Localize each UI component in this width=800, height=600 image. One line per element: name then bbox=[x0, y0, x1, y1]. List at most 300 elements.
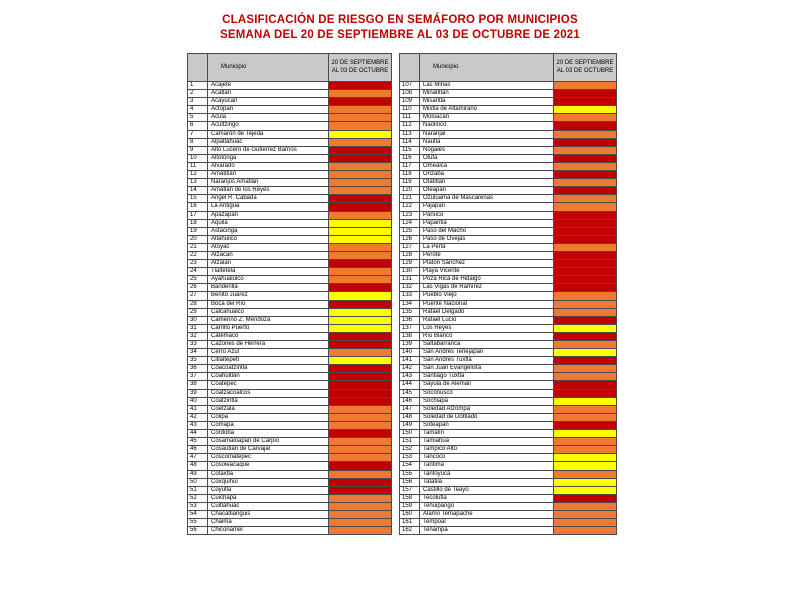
table-row bbox=[400, 413, 617, 421]
row-municipio: Alvarado bbox=[208, 162, 329, 170]
risk-indicator-orange bbox=[329, 421, 392, 429]
table-row bbox=[188, 195, 392, 203]
table-row bbox=[188, 138, 392, 146]
row-municipio: Amatlán de los Reyes bbox=[208, 187, 329, 195]
table-row bbox=[400, 316, 617, 324]
row-number: 159 bbox=[400, 502, 420, 510]
row-municipio: Córdoba bbox=[208, 430, 329, 438]
row-municipio: Nautla bbox=[420, 138, 554, 146]
row-municipio: Naolinco bbox=[420, 122, 554, 130]
table-row bbox=[400, 430, 617, 438]
row-number: 125 bbox=[400, 227, 420, 235]
row-number: 120 bbox=[400, 187, 420, 195]
table-row bbox=[400, 268, 617, 276]
row-municipio: Carrillo Puerto bbox=[208, 324, 329, 332]
table-row bbox=[188, 357, 392, 365]
row-municipio: Pueblo Viejo bbox=[420, 292, 554, 300]
table-row bbox=[188, 219, 392, 227]
row-number: 113 bbox=[400, 130, 420, 138]
row-number: 137 bbox=[400, 324, 420, 332]
risk-indicator-red bbox=[329, 98, 392, 106]
risk-indicator-orange bbox=[329, 122, 392, 130]
row-municipio: Platón Sánchez bbox=[420, 260, 554, 268]
row-municipio: Tantima bbox=[420, 462, 554, 470]
table-row bbox=[400, 510, 617, 518]
row-number: 32 bbox=[188, 332, 208, 340]
row-municipio: Moloacán bbox=[420, 114, 554, 122]
table-row bbox=[400, 381, 617, 389]
row-municipio: Altotonga bbox=[208, 154, 329, 162]
risk-indicator-red bbox=[554, 251, 617, 259]
row-number: 31 bbox=[188, 324, 208, 332]
row-municipio: Cosautlán de Carvajal bbox=[208, 446, 329, 454]
row-number: 154 bbox=[400, 462, 420, 470]
risk-indicator-orange bbox=[329, 162, 392, 170]
row-municipio: Chalma bbox=[208, 519, 329, 527]
row-municipio: Calcahualco bbox=[208, 308, 329, 316]
row-municipio: Orizaba bbox=[420, 171, 554, 179]
risk-table-left bbox=[187, 53, 392, 535]
table-row bbox=[400, 260, 617, 268]
risk-indicator-yellow bbox=[554, 430, 617, 438]
risk-indicator-orange bbox=[329, 413, 392, 421]
row-number: 6 bbox=[188, 122, 208, 130]
row-number: 118 bbox=[400, 171, 420, 179]
table-row bbox=[400, 227, 617, 235]
risk-indicator-orange bbox=[554, 510, 617, 518]
row-municipio: Coatepec bbox=[208, 381, 329, 389]
table-row bbox=[188, 389, 392, 397]
risk-indicator-orange bbox=[554, 341, 617, 349]
row-number: 19 bbox=[188, 227, 208, 235]
risk-indicator-orange bbox=[329, 90, 392, 98]
row-municipio: Poza Rica de Hidalgo bbox=[420, 276, 554, 284]
risk-indicator-red bbox=[554, 357, 617, 365]
row-municipio: Catemaco bbox=[208, 332, 329, 340]
risk-indicator-yellow bbox=[554, 462, 617, 470]
risk-indicator-orange bbox=[329, 251, 392, 259]
risk-indicator-orange bbox=[329, 171, 392, 179]
risk-indicator-red bbox=[329, 397, 392, 405]
risk-indicator-orange bbox=[329, 268, 392, 276]
row-municipio: Los Reyes bbox=[420, 324, 554, 332]
row-number: 50 bbox=[188, 478, 208, 486]
table-row bbox=[400, 276, 617, 284]
row-municipio: Atlahuilco bbox=[208, 235, 329, 243]
table-row bbox=[400, 324, 617, 332]
row-municipio: Coetzala bbox=[208, 405, 329, 413]
row-municipio: Santiago Tuxtla bbox=[420, 373, 554, 381]
row-number: 161 bbox=[400, 519, 420, 527]
row-number: 40 bbox=[188, 397, 208, 405]
row-municipio: San Andrés Tenejapan bbox=[420, 349, 554, 357]
row-number: 49 bbox=[188, 470, 208, 478]
table-row bbox=[188, 446, 392, 454]
row-number: 11 bbox=[188, 162, 208, 170]
risk-indicator-red bbox=[329, 389, 392, 397]
table-row bbox=[188, 405, 392, 413]
risk-indicator-red bbox=[554, 389, 617, 397]
row-municipio: Camerino Z. Mendoza bbox=[208, 316, 329, 324]
row-municipio: Camarón de Tejeda bbox=[208, 130, 329, 138]
table-row bbox=[400, 478, 617, 486]
risk-indicator-orange bbox=[554, 446, 617, 454]
row-number: 145 bbox=[400, 389, 420, 397]
risk-indicator-orange bbox=[329, 527, 392, 535]
row-municipio: Naranjal bbox=[420, 130, 554, 138]
row-number: 162 bbox=[400, 527, 420, 535]
risk-indicator-yellow bbox=[554, 349, 617, 357]
table-row bbox=[188, 171, 392, 179]
row-municipio: Atzacan bbox=[208, 251, 329, 259]
row-municipio: Soconusco bbox=[420, 389, 554, 397]
header-number bbox=[188, 54, 208, 82]
risk-indicator-yellow bbox=[329, 130, 392, 138]
risk-indicator-red bbox=[329, 430, 392, 438]
table-row bbox=[400, 187, 617, 195]
row-number: 55 bbox=[188, 519, 208, 527]
row-municipio: Ayahualulco bbox=[208, 276, 329, 284]
row-municipio: Río Blanco bbox=[420, 332, 554, 340]
row-number: 18 bbox=[188, 219, 208, 227]
table-row bbox=[188, 251, 392, 259]
row-municipio: Aquila bbox=[208, 219, 329, 227]
row-number: 126 bbox=[400, 235, 420, 243]
row-number: 1 bbox=[188, 82, 208, 90]
risk-indicator-orange bbox=[554, 162, 617, 170]
row-municipio: Tlaltetela bbox=[208, 268, 329, 276]
table-row bbox=[400, 179, 617, 187]
row-municipio: Coatzintla bbox=[208, 397, 329, 405]
row-number: 15 bbox=[188, 195, 208, 203]
row-municipio: Cuitláhuac bbox=[208, 502, 329, 510]
table-row bbox=[188, 114, 392, 122]
row-municipio: Tancoco bbox=[420, 454, 554, 462]
table-row bbox=[188, 438, 392, 446]
row-municipio: Tempoal bbox=[420, 519, 554, 527]
risk-indicator-red bbox=[329, 284, 392, 292]
table-row bbox=[188, 365, 392, 373]
row-number: 147 bbox=[400, 405, 420, 413]
risk-indicator-orange bbox=[554, 130, 617, 138]
row-municipio: Tampico Alto bbox=[420, 446, 554, 454]
row-municipio: Tamalín bbox=[420, 430, 554, 438]
risk-indicator-orange bbox=[329, 138, 392, 146]
table-row bbox=[188, 154, 392, 162]
row-number: 20 bbox=[188, 235, 208, 243]
risk-indicator-yellow bbox=[554, 454, 617, 462]
risk-indicator-red bbox=[329, 373, 392, 381]
table-row bbox=[400, 98, 617, 106]
row-number: 122 bbox=[400, 203, 420, 211]
table-row bbox=[188, 292, 392, 300]
table-row bbox=[188, 502, 392, 510]
row-number: 123 bbox=[400, 211, 420, 219]
row-number: 144 bbox=[400, 381, 420, 389]
risk-indicator-orange bbox=[329, 349, 392, 357]
header-period: 20 DE SEPTIEMBRE AL 03 DE OCTUBRE bbox=[554, 54, 617, 82]
row-municipio: Paso de Ovejas bbox=[420, 235, 554, 243]
risk-indicator-orange bbox=[554, 413, 617, 421]
table-row bbox=[188, 284, 392, 292]
row-municipio: Castillo de Teayo bbox=[420, 486, 554, 494]
table-row bbox=[400, 462, 617, 470]
table-row bbox=[400, 138, 617, 146]
row-number: 121 bbox=[400, 195, 420, 203]
table-header-row bbox=[188, 54, 392, 82]
row-municipio: Papantla bbox=[420, 219, 554, 227]
table-row bbox=[188, 486, 392, 494]
row-number: 108 bbox=[400, 90, 420, 98]
row-number: 33 bbox=[188, 341, 208, 349]
row-municipio: Sochiapa bbox=[420, 397, 554, 405]
row-number: 149 bbox=[400, 421, 420, 429]
row-municipio: Acultzingo bbox=[208, 122, 329, 130]
row-number: 140 bbox=[400, 349, 420, 357]
row-number: 54 bbox=[188, 510, 208, 518]
table-row bbox=[188, 243, 392, 251]
row-municipio: San Juan Evangelista bbox=[420, 365, 554, 373]
risk-indicator-orange bbox=[554, 365, 617, 373]
row-number: 34 bbox=[188, 349, 208, 357]
row-number: 119 bbox=[400, 179, 420, 187]
row-number: 133 bbox=[400, 292, 420, 300]
table-row bbox=[400, 397, 617, 405]
table-row bbox=[400, 308, 617, 316]
row-number: 146 bbox=[400, 397, 420, 405]
risk-indicator-yellow bbox=[329, 292, 392, 300]
table-row bbox=[188, 341, 392, 349]
row-municipio: La Perla bbox=[420, 243, 554, 251]
table-row bbox=[400, 114, 617, 122]
row-number: 139 bbox=[400, 341, 420, 349]
table-row bbox=[188, 162, 392, 170]
row-number: 107 bbox=[400, 82, 420, 90]
risk-indicator-orange bbox=[329, 276, 392, 284]
row-municipio: Alto Lucero de Gutiérrez Barrios bbox=[208, 146, 329, 154]
row-number: 156 bbox=[400, 478, 420, 486]
row-municipio: Acula bbox=[208, 114, 329, 122]
risk-indicator-orange bbox=[329, 179, 392, 187]
row-number: 7 bbox=[188, 130, 208, 138]
table-row bbox=[188, 98, 392, 106]
table-row bbox=[400, 502, 617, 510]
row-number: 37 bbox=[188, 373, 208, 381]
document-title: CLASIFICACIÓN DE RIESGO EN SEMÁFORO POR MUNICIPIOS bbox=[222, 14, 578, 26]
table-row bbox=[400, 486, 617, 494]
header-municipio: Municipio bbox=[208, 54, 329, 82]
row-number: 151 bbox=[400, 438, 420, 446]
table-row bbox=[400, 235, 617, 243]
table-header-row bbox=[400, 54, 617, 82]
risk-indicator-yellow bbox=[329, 227, 392, 235]
risk-indicator-orange bbox=[554, 502, 617, 510]
risk-indicator-orange bbox=[554, 527, 617, 535]
table-row bbox=[188, 146, 392, 154]
risk-indicator-red bbox=[329, 300, 392, 308]
table-row bbox=[400, 203, 617, 211]
row-number: 5 bbox=[188, 114, 208, 122]
risk-indicator-yellow bbox=[329, 357, 392, 365]
row-number: 138 bbox=[400, 332, 420, 340]
risk-indicator-red bbox=[329, 146, 392, 154]
table-row bbox=[400, 519, 617, 527]
risk-indicator-orange bbox=[329, 405, 392, 413]
row-number: 9 bbox=[188, 146, 208, 154]
row-number: 129 bbox=[400, 260, 420, 268]
table-row bbox=[188, 235, 392, 243]
row-number: 114 bbox=[400, 138, 420, 146]
row-municipio: Oteapan bbox=[420, 187, 554, 195]
row-municipio: Saltabarranca bbox=[420, 341, 554, 349]
risk-indicator-red bbox=[554, 211, 617, 219]
row-number: 22 bbox=[188, 251, 208, 259]
table-row bbox=[188, 211, 392, 219]
row-number: 35 bbox=[188, 357, 208, 365]
row-municipio: Rafael Lucio bbox=[420, 316, 554, 324]
table-row bbox=[188, 106, 392, 114]
risk-indicator-red bbox=[554, 268, 617, 276]
table-row bbox=[188, 203, 392, 211]
risk-indicator-red bbox=[554, 122, 617, 130]
risk-indicator-orange bbox=[329, 470, 392, 478]
row-number: 158 bbox=[400, 494, 420, 502]
risk-indicator-orange bbox=[554, 405, 617, 413]
row-municipio: Coatzacoalcos bbox=[208, 389, 329, 397]
risk-indicator-orange bbox=[554, 243, 617, 251]
row-number: 46 bbox=[188, 446, 208, 454]
risk-indicator-red bbox=[329, 260, 392, 268]
table-row bbox=[400, 470, 617, 478]
table-row bbox=[400, 405, 617, 413]
risk-indicator-red bbox=[554, 98, 617, 106]
risk-indicator-orange bbox=[554, 438, 617, 446]
row-number: 38 bbox=[188, 381, 208, 389]
row-number: 143 bbox=[400, 373, 420, 381]
table-row bbox=[400, 527, 617, 535]
risk-indicator-orange bbox=[329, 438, 392, 446]
risk-indicator-orange bbox=[329, 114, 392, 122]
row-municipio: Oluta bbox=[420, 154, 554, 162]
risk-indicator-yellow bbox=[554, 106, 617, 114]
row-municipio: Naranjos Amatlán bbox=[208, 179, 329, 187]
table-row bbox=[188, 510, 392, 518]
row-municipio: Tecolutla bbox=[420, 494, 554, 502]
table-row bbox=[188, 308, 392, 316]
risk-indicator-yellow bbox=[329, 324, 392, 332]
risk-indicator-orange bbox=[329, 211, 392, 219]
row-municipio: Coscomatepec bbox=[208, 454, 329, 462]
risk-indicator-red bbox=[329, 332, 392, 340]
row-number: 14 bbox=[188, 187, 208, 195]
table-row bbox=[400, 162, 617, 170]
row-number: 152 bbox=[400, 446, 420, 454]
row-number: 27 bbox=[188, 292, 208, 300]
risk-indicator-orange bbox=[554, 195, 617, 203]
risk-indicator-orange bbox=[329, 510, 392, 518]
row-number: 56 bbox=[188, 527, 208, 535]
table-row bbox=[400, 284, 617, 292]
row-municipio: Rafael Delgado bbox=[420, 308, 554, 316]
row-municipio: Paso del Macho bbox=[420, 227, 554, 235]
row-number: 153 bbox=[400, 454, 420, 462]
row-number: 124 bbox=[400, 219, 420, 227]
row-number: 13 bbox=[188, 179, 208, 187]
row-municipio: Tantoyuca bbox=[420, 470, 554, 478]
risk-indicator-red bbox=[554, 421, 617, 429]
row-municipio: Boca del Río bbox=[208, 300, 329, 308]
table-row bbox=[188, 90, 392, 98]
row-municipio: Álamo Temapache bbox=[420, 510, 554, 518]
risk-indicator-red bbox=[554, 284, 617, 292]
row-municipio: Acatlán bbox=[208, 90, 329, 98]
table-row bbox=[188, 316, 392, 324]
table-row bbox=[400, 195, 617, 203]
table-row bbox=[188, 478, 392, 486]
row-number: 132 bbox=[400, 284, 420, 292]
row-municipio: San Andrés Tuxtla bbox=[420, 357, 554, 365]
table-row bbox=[188, 332, 392, 340]
row-municipio: Cerro Azul bbox=[208, 349, 329, 357]
row-municipio: Mixtla de Altamirano bbox=[420, 106, 554, 114]
table-row bbox=[188, 268, 392, 276]
table-row bbox=[400, 243, 617, 251]
table-row bbox=[400, 438, 617, 446]
row-municipio: Misantla bbox=[420, 98, 554, 106]
row-municipio: Sayula de Alemán bbox=[420, 381, 554, 389]
risk-indicator-yellow bbox=[554, 397, 617, 405]
row-municipio: Nogales bbox=[420, 146, 554, 154]
risk-indicator-red bbox=[554, 316, 617, 324]
row-municipio: Apazapan bbox=[208, 211, 329, 219]
risk-indicator-orange bbox=[554, 82, 617, 90]
row-number: 3 bbox=[188, 98, 208, 106]
row-number: 43 bbox=[188, 421, 208, 429]
risk-indicator-red bbox=[329, 203, 392, 211]
risk-indicator-red bbox=[554, 227, 617, 235]
table-row bbox=[188, 82, 392, 90]
table-row bbox=[188, 430, 392, 438]
risk-indicator-red bbox=[554, 187, 617, 195]
row-municipio: Las Vigas de Ramírez bbox=[420, 284, 554, 292]
row-municipio: Coacoatzintla bbox=[208, 365, 329, 373]
row-municipio: Soledad de Doblado bbox=[420, 413, 554, 421]
risk-indicator-yellow bbox=[329, 219, 392, 227]
row-number: 30 bbox=[188, 316, 208, 324]
table-row bbox=[188, 527, 392, 535]
row-number: 45 bbox=[188, 438, 208, 446]
table-row bbox=[188, 179, 392, 187]
row-municipio: Acayucan bbox=[208, 98, 329, 106]
row-municipio: Cotaxtla bbox=[208, 470, 329, 478]
row-municipio: Tamiahua bbox=[420, 438, 554, 446]
row-number: 23 bbox=[188, 260, 208, 268]
row-number: 160 bbox=[400, 510, 420, 518]
risk-indicator-red bbox=[329, 341, 392, 349]
row-number: 44 bbox=[188, 430, 208, 438]
row-municipio: Citlaltépetl bbox=[208, 357, 329, 365]
table-row bbox=[188, 421, 392, 429]
risk-indicator-orange bbox=[554, 519, 617, 527]
row-municipio: Las Minas bbox=[420, 82, 554, 90]
row-municipio: Tatatila bbox=[420, 478, 554, 486]
row-number: 131 bbox=[400, 276, 420, 284]
row-number: 16 bbox=[188, 203, 208, 211]
table-row bbox=[188, 519, 392, 527]
risk-indicator-red bbox=[329, 478, 392, 486]
header-period: 20 DE SEPTIEMBRE AL 03 DE OCTUBRE bbox=[329, 54, 392, 82]
row-municipio: Pánuco bbox=[420, 211, 554, 219]
